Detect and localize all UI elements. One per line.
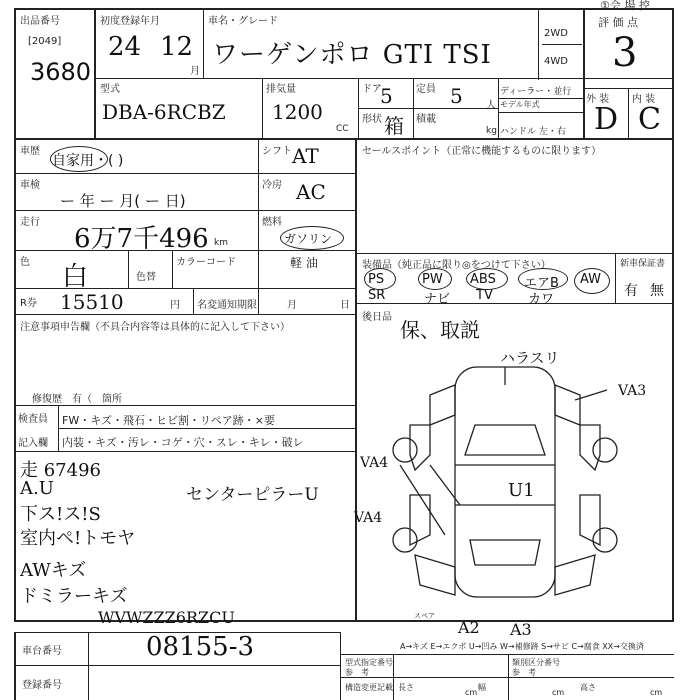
capacity-unit: 人: [486, 100, 496, 111]
note-line-3: 下ス!ス!S: [20, 504, 101, 525]
height-label: 高さ: [580, 683, 596, 692]
inspection-value: ー 年 ー 月( ー 日): [60, 192, 186, 210]
color-code-label: カラーコード: [176, 257, 236, 268]
inspector-label: 検査員: [18, 414, 48, 425]
mark-a3: A3: [510, 620, 532, 639]
color-label: 色: [20, 257, 30, 268]
caution-label: 注意事項申告欄（不具合内容等は具体的に記入して下さい）: [20, 322, 290, 333]
equip-ps: PS: [368, 272, 385, 287]
damage-legend: A→キズ E→エクボ U→凹み W→補修跡 S→サビ C→腐食 XX→交換済: [400, 642, 644, 651]
shift-value: AT: [292, 144, 319, 168]
recycle-label: R券: [20, 298, 37, 309]
width-label: 幅: [478, 683, 486, 692]
mark-a2: A2: [458, 618, 480, 637]
score-value: 3: [612, 30, 638, 76]
note-line-4: 室内ペ!トモヤ: [20, 528, 136, 549]
equip-leather: カワ: [528, 292, 555, 307]
post-value: 保、取説: [400, 318, 480, 342]
warranty-no: 無: [650, 283, 664, 299]
fuel-diesel: 軽 油: [290, 256, 318, 270]
model-value: DBA-6RCBZ: [102, 100, 226, 124]
center-pillar-note: センターピラーU: [186, 485, 319, 505]
car-diagram: [375, 345, 635, 615]
venue-copy-label: ①会 場 控: [600, 0, 650, 12]
displacement-label: 排気量: [266, 84, 296, 95]
specified-label: 型式指定番号: [345, 658, 393, 667]
width-unit: cm: [552, 688, 565, 697]
shift-label: シフト: [262, 146, 292, 157]
interior-label: 内 装: [632, 94, 656, 105]
length-label: 長さ: [398, 683, 414, 692]
height-unit: cm: [650, 688, 663, 697]
abs-circle: [466, 268, 508, 290]
mileage-label: 走行: [20, 217, 40, 228]
exterior-label: 外 装: [586, 94, 610, 105]
load-unit: kg: [486, 126, 497, 136]
reg-year: 24: [108, 32, 142, 62]
repair-label: 修復歴 有（ 箇所: [32, 394, 122, 405]
gasoline-circle: [280, 226, 344, 250]
aw-circle: [574, 268, 610, 294]
fuel-label: 燃料: [262, 217, 282, 228]
mark-va3: VA3: [618, 383, 647, 399]
lot-sub: [2049]: [28, 36, 62, 47]
displacement-unit: CC: [336, 124, 349, 134]
equip-airbag: エアB: [524, 276, 559, 291]
mark-va4-lower: VA4: [354, 510, 383, 526]
airbag-circle: [518, 268, 568, 290]
recycle-unit: 円: [170, 300, 180, 311]
dealer-label: ディーラー・並行: [500, 87, 572, 97]
recycle-value: 15510: [60, 290, 124, 314]
shape-label: 形状: [362, 114, 382, 125]
record-label: 記入欄: [18, 438, 48, 449]
vin-prefix: WVWZZZ6RZCU: [98, 608, 235, 627]
spare-label: スペア: [414, 612, 435, 620]
note-line-6: ドミラーキズ: [20, 586, 128, 607]
car-name-label: 車名・グレード: [208, 16, 278, 27]
equip-sr: SR: [368, 288, 386, 303]
lot-label: 出品番号: [20, 16, 60, 27]
ac-label: 冷房: [262, 180, 282, 191]
name-change-label: 名変通知期限: [197, 300, 257, 311]
day-label: 日: [340, 300, 350, 311]
equip-pw: PW: [422, 272, 443, 287]
warranty-label: 新車保証書: [620, 259, 666, 269]
ac-value: AC: [296, 180, 326, 204]
month-label: 月: [287, 300, 297, 311]
first-reg-label: 初度登録年月: [100, 16, 160, 27]
equipment-label: 装備品（純正品に限り◎をつけて下さい）: [362, 260, 551, 271]
load-label: 積載: [416, 114, 436, 125]
ref-label-1: 参 考: [345, 668, 369, 677]
pw-circle: [418, 268, 452, 290]
capacity-value: 5: [450, 84, 463, 108]
interior-grade: C: [638, 102, 661, 137]
chassis-label: 車台番号: [22, 646, 62, 657]
equip-abs: ABS: [470, 272, 496, 287]
mark-u1: U1: [508, 480, 535, 501]
shape-value: 箱: [384, 114, 404, 138]
model-year-label: モデル年式: [500, 100, 540, 109]
model-label: 型式: [100, 84, 120, 95]
category-label: 類別区分番号: [512, 658, 560, 667]
displacement-value: 1200: [272, 100, 323, 124]
drive-divider: [542, 44, 582, 45]
mark-va4-upper: VA4: [360, 455, 389, 471]
ps-circle: [364, 268, 396, 290]
fuel-gasoline: ガソリン: [284, 232, 333, 246]
chassis-value: 08155-3: [146, 632, 255, 662]
color-value: 白: [62, 262, 89, 292]
mileage-value: 6万7千496: [74, 224, 209, 254]
warranty-yes: 有: [624, 283, 638, 299]
reg-month: 12: [160, 32, 194, 62]
handle-label: ハンドル 左・右: [500, 127, 566, 137]
ref-label-2: 参 考: [512, 668, 536, 677]
private-use-circle: [50, 146, 108, 172]
car-name: ワーゲンポロ GTI TSI: [212, 40, 492, 70]
equip-tv: TV: [476, 288, 493, 303]
note-line-2: A.U: [20, 478, 54, 499]
equip-navi: ナビ: [424, 292, 451, 307]
post-label: 後日品: [362, 312, 392, 323]
exterior-grade: D: [594, 102, 619, 137]
capacity-label: 定員: [416, 84, 436, 95]
note-line-1: 走 67496: [20, 460, 101, 481]
interior-row: 内装・キズ・汚レ・コゲ・穴・スレ・キレ・破レ: [62, 436, 304, 449]
fw-row: FW・キズ・飛石・ヒビ割・リペア跡・×要: [62, 414, 275, 427]
inspection-label: 車検: [20, 180, 40, 191]
changed-label: 構造変更記載: [345, 683, 393, 692]
color-change-label: 色替: [136, 272, 156, 283]
lot-number: 3680: [30, 58, 92, 86]
history-value: 自家用・( ): [52, 153, 124, 169]
history-label: 車歴: [20, 146, 40, 157]
door-value: 5: [380, 84, 393, 108]
drive-2wd: 2WD: [544, 28, 568, 39]
door-label: ドア: [362, 84, 382, 95]
diagram-top-note: ハラスリ: [500, 349, 560, 367]
mileage-unit: km: [214, 238, 228, 248]
sales-point-label: セールスポイント（正常に機能するものに限ります）: [362, 146, 602, 157]
drive-4wd: 4WD: [544, 56, 568, 67]
registration-label: 登録番号: [22, 680, 62, 691]
month-unit: 月: [190, 66, 200, 77]
score-label: 評 価 点: [598, 16, 638, 29]
note-line-5: AWキズ: [20, 560, 87, 581]
equip-aw: AW: [580, 272, 602, 287]
length-unit: cm: [465, 688, 478, 697]
